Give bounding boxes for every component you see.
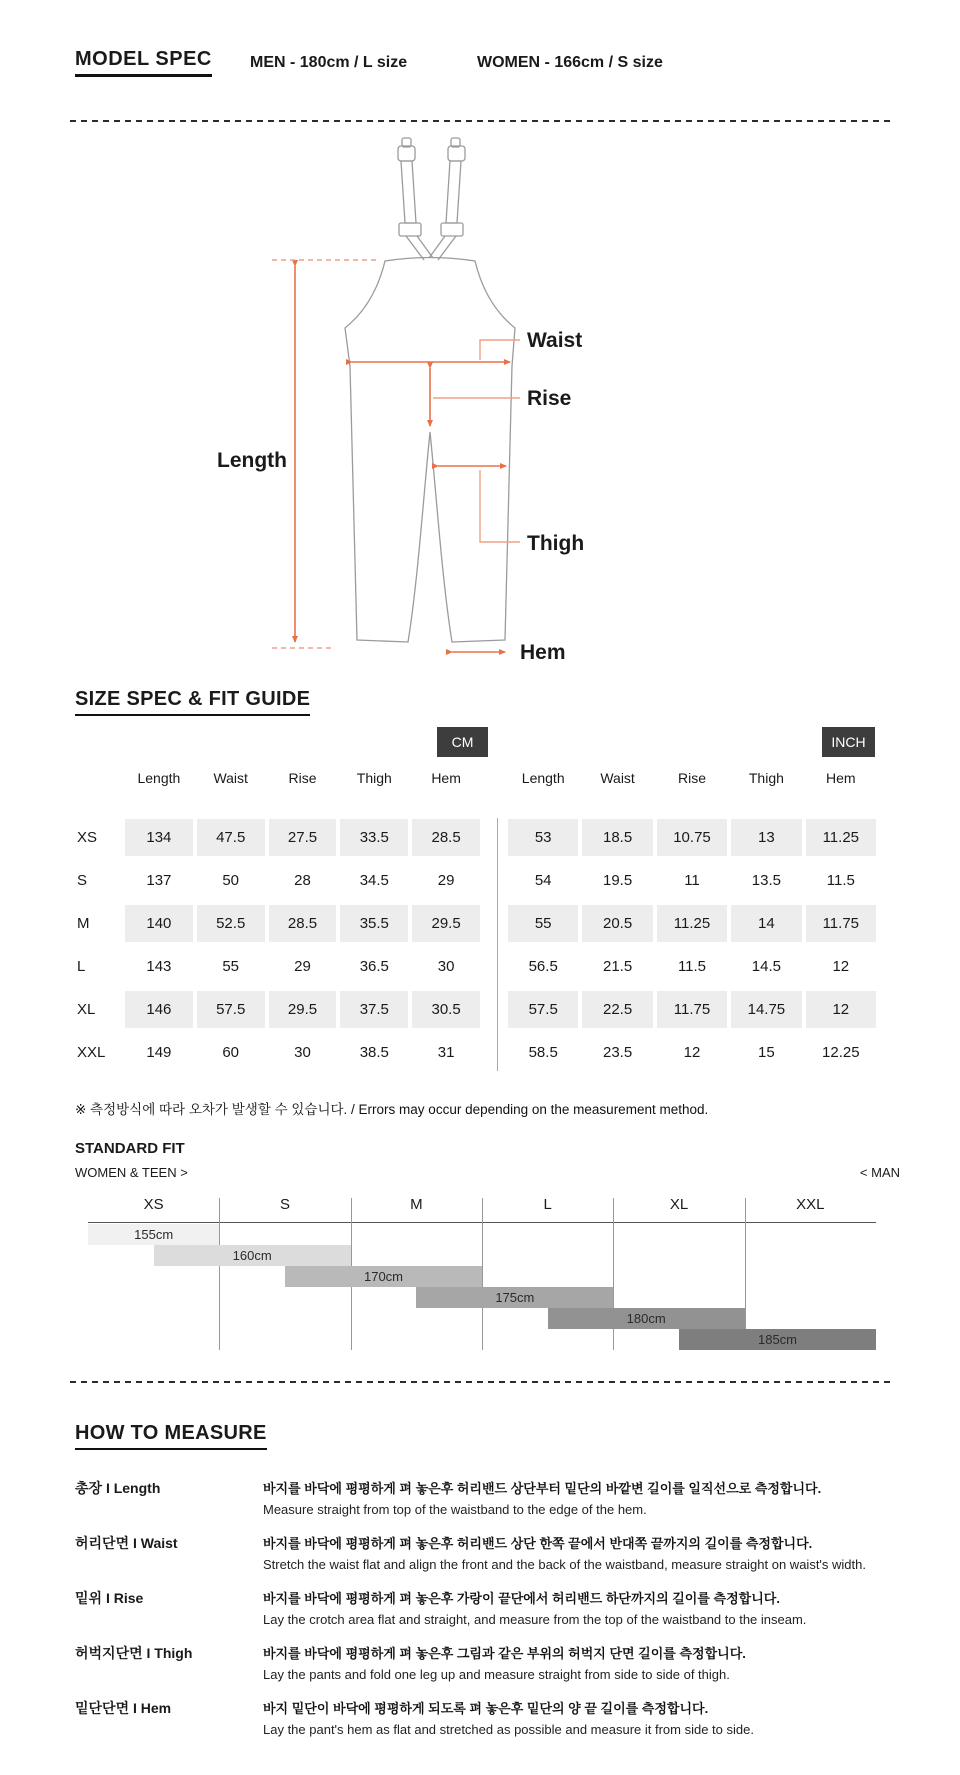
size-cell: 12 (806, 991, 876, 1028)
size-cell: 11 (684, 872, 700, 889)
measure-label: 밑위 I Rise (75, 1590, 144, 1606)
table-row (508, 819, 876, 856)
size-cell: 13.5 (751, 872, 781, 889)
right-strap-slider (441, 223, 463, 236)
size-cell: 12 (683, 1044, 701, 1061)
size-cell: 29.5 (269, 991, 337, 1028)
measure-description (263, 1533, 953, 1572)
header-spacer (75, 768, 121, 788)
size-cell: 134 (125, 819, 193, 856)
table-row (75, 1034, 480, 1071)
size-cell: 23.5 (602, 1044, 633, 1061)
size-cell: 11.75 (657, 991, 727, 1028)
measure-description-en: Lay the pant's hem as flat and stretched as possible and measure it from side to side. (263, 1722, 754, 1737)
size-cell: 28.5 (412, 819, 480, 856)
how-to-measure-title: HOW TO MEASURE (75, 1422, 267, 1450)
size-cell: 11.5 (677, 958, 707, 975)
dashed-divider-bottom (70, 1381, 890, 1383)
size-spec-title: SIZE SPEC & FIT GUIDE (75, 688, 310, 716)
size-cell: 30 (294, 1044, 311, 1061)
size-cell: 33.5 (340, 819, 408, 856)
size-cell: 37.5 (340, 991, 408, 1028)
left-buckle (398, 146, 415, 161)
size-cell: 15 (758, 1044, 775, 1061)
size-label: L (77, 958, 86, 975)
size-cell: 29 (294, 958, 311, 975)
cm-table (75, 819, 480, 1077)
fit-height-bar: 160cm (154, 1245, 351, 1266)
table-row (75, 948, 480, 985)
measure-label: 허리단면 I Waist (75, 1535, 178, 1551)
fit-size-label: M (410, 1196, 423, 1213)
size-cell: 18.5 (582, 819, 652, 856)
measure-description-ko: 바지를 바닥에 평평하게 펴 놓은후 그림과 같은 부위의 허벅지 단면 길이를 측정합니다. (263, 1646, 746, 1661)
size-cell: 55 (222, 958, 240, 975)
size-cell: 29 (437, 872, 455, 889)
size-cell: 13 (731, 819, 801, 856)
size-cell: 58.5 (528, 1044, 558, 1061)
hem-label: Hem (520, 641, 566, 664)
standard-fit-left-label: WOMEN & TEEN > (75, 1165, 188, 1180)
size-cell: 140 (125, 905, 193, 942)
cm-unit-badge: CM (437, 727, 488, 757)
size-cell: 14 (731, 905, 801, 942)
fit-column-divider (219, 1198, 220, 1350)
leader-lines (272, 260, 520, 648)
size-cell: 52.5 (197, 905, 265, 942)
measure-description-en: Measure straight from top of the waistband to the edge of the hem. (263, 1502, 647, 1517)
size-cell: 57.5 (508, 991, 578, 1028)
size-cell: 27.5 (269, 819, 337, 856)
size-cell: 54 (534, 872, 552, 889)
measure-description-en: Lay the pants and fold one leg up and measure straight from side to side of thigh. (263, 1667, 730, 1682)
table-row (508, 991, 876, 1028)
size-cell: 11.75 (806, 905, 876, 942)
fit-height-bar: 180cm (548, 1308, 745, 1329)
table-row (75, 905, 480, 942)
size-cell: 149 (146, 1044, 172, 1061)
size-cell: 53 (508, 819, 578, 856)
measure-description-en: Lay the crotch area flat and straight, and measure from the top of the waistband to the inseam. (263, 1612, 807, 1627)
fit-size-label: XS (143, 1196, 164, 1213)
measure-description-ko: 바지를 바닥에 평평하게 펴 놓은후 가랑이 끝단에서 허리밴드 하단까지의 길이를 측정합니다. (263, 1591, 780, 1606)
size-cell: 11.25 (806, 819, 876, 856)
size-cell: 12.25 (822, 1044, 860, 1061)
measure-label: 밑단단면 I Hem (75, 1700, 172, 1716)
rise-label: Rise (527, 387, 572, 410)
size-cell: 30.5 (412, 991, 480, 1028)
column-header: Thigh (356, 770, 392, 786)
measure-description-ko: 바지 밑단이 바닥에 평평하게 되도록 펴 놓은후 밑단의 양 끝 길이를 측정합니다. (263, 1701, 709, 1716)
table-row (75, 819, 480, 856)
standard-fit-right-label: < MAN (859, 1165, 900, 1180)
fit-column-divider (745, 1198, 746, 1350)
measure-label: 총장 I Length (75, 1480, 161, 1496)
size-cell: 11.5 (826, 872, 855, 889)
table-row (508, 1034, 876, 1071)
column-header: Waist (600, 770, 635, 786)
standard-fit-title: STANDARD FIT (75, 1140, 185, 1157)
measure-description (263, 1643, 953, 1682)
size-cell: 12 (832, 958, 850, 975)
column-header: Rise (288, 770, 317, 786)
fit-size-label: XXL (796, 1196, 825, 1213)
inch-table-header (508, 768, 876, 788)
size-cell: 31 (437, 1044, 455, 1061)
size-cell: 34.5 (359, 872, 389, 889)
cm-table-header (75, 768, 480, 788)
size-cell: 28.5 (269, 905, 337, 942)
size-cell: 55 (508, 905, 578, 942)
dashed-divider-top (70, 120, 890, 122)
table-divider (497, 818, 498, 1071)
thigh-label: Thigh (527, 532, 585, 555)
left-strap-slider (399, 223, 421, 236)
size-label: M (77, 915, 90, 932)
column-header: Thigh (748, 770, 784, 786)
measure-label: 허벅지단면 I Thigh (75, 1645, 193, 1661)
table-row (508, 862, 876, 899)
fit-height-bar: 175cm (416, 1287, 613, 1308)
size-cell: 14.75 (731, 991, 801, 1028)
column-header: Rise (677, 770, 706, 786)
fit-height-bar: 170cm (285, 1266, 482, 1287)
women-model-spec: WOMEN - 166cm / S size (477, 54, 663, 71)
size-cell: 28 (294, 872, 311, 889)
model-spec-title: MODEL SPEC (75, 48, 212, 77)
size-cell: 21.5 (602, 958, 633, 975)
measurement-note: ※ 측정방식에 따라 오차가 발생할 수 있습니다. / Errors may occur depending on the measurement method. (75, 1102, 709, 1117)
measure-description (263, 1478, 953, 1517)
measure-description-ko: 바지를 바닥에 평평하게 펴 놓은후 허리밴드 상단 한쪽 끝에서 반대쪽 끝까지의 길이를 측정합니다. (263, 1536, 813, 1551)
fit-size-label: S (279, 1196, 290, 1213)
size-cell: 50 (222, 872, 240, 889)
column-header: Hem (826, 770, 856, 786)
measure-description-ko: 바지를 바닥에 평평하게 펴 놓은후 허리밴드 상단부터 밑단의 바깥변 길이를 일직선으로 측정합니다. (263, 1481, 822, 1496)
size-cell: 47.5 (197, 819, 265, 856)
fit-size-label: XL (669, 1196, 689, 1213)
size-label: S (77, 872, 88, 889)
pants-measure-diagram (180, 130, 600, 675)
size-cell: 19.5 (602, 872, 633, 889)
size-cell: 35.5 (340, 905, 408, 942)
column-header: Hem (431, 770, 461, 786)
column-header: Waist (213, 770, 248, 786)
measure-description-en: Stretch the waist flat and align the front and the back of the waistband, measure straight on waist's width. (263, 1557, 866, 1572)
measure-arrows (295, 266, 510, 652)
size-cell: 146 (125, 991, 193, 1028)
column-header: Length (521, 770, 565, 786)
size-cell: 143 (146, 958, 172, 975)
size-cell: 57.5 (197, 991, 265, 1028)
size-label: XS (77, 829, 98, 846)
inch-table (508, 819, 876, 1077)
men-model-spec: MEN - 180cm / L size (250, 54, 408, 71)
size-label: XL (77, 1001, 96, 1018)
size-cell: 14.5 (751, 958, 781, 975)
fit-size-label: L (543, 1196, 552, 1213)
fit-column-divider (482, 1198, 483, 1350)
waist-label: Waist (527, 329, 583, 352)
right-buckle (448, 146, 465, 161)
size-cell: 11.25 (657, 905, 727, 942)
size-cell: 22.5 (582, 991, 652, 1028)
fit-height-bar: 185cm (679, 1329, 876, 1350)
size-cell: 30 (437, 958, 455, 975)
size-cell: 36.5 (359, 958, 389, 975)
column-header: Length (137, 770, 181, 786)
table-row (75, 862, 480, 899)
measure-description (263, 1698, 953, 1737)
size-cell: 137 (146, 872, 172, 889)
measure-description (263, 1588, 953, 1627)
size-cell: 29.5 (412, 905, 480, 942)
size-cell: 20.5 (582, 905, 652, 942)
size-cell: 56.5 (528, 958, 558, 975)
table-row (508, 905, 876, 942)
fit-height-bar: 155cm (88, 1224, 219, 1245)
length-label: Length (217, 449, 287, 472)
size-cell: 10.75 (657, 819, 727, 856)
table-row (508, 948, 876, 985)
standard-fit-chart (88, 1196, 876, 1356)
size-label: XXL (77, 1044, 106, 1061)
size-cell: 60 (222, 1044, 240, 1061)
table-row (75, 991, 480, 1028)
inch-unit-badge: INCH (822, 727, 875, 757)
size-cell: 38.5 (359, 1044, 389, 1061)
